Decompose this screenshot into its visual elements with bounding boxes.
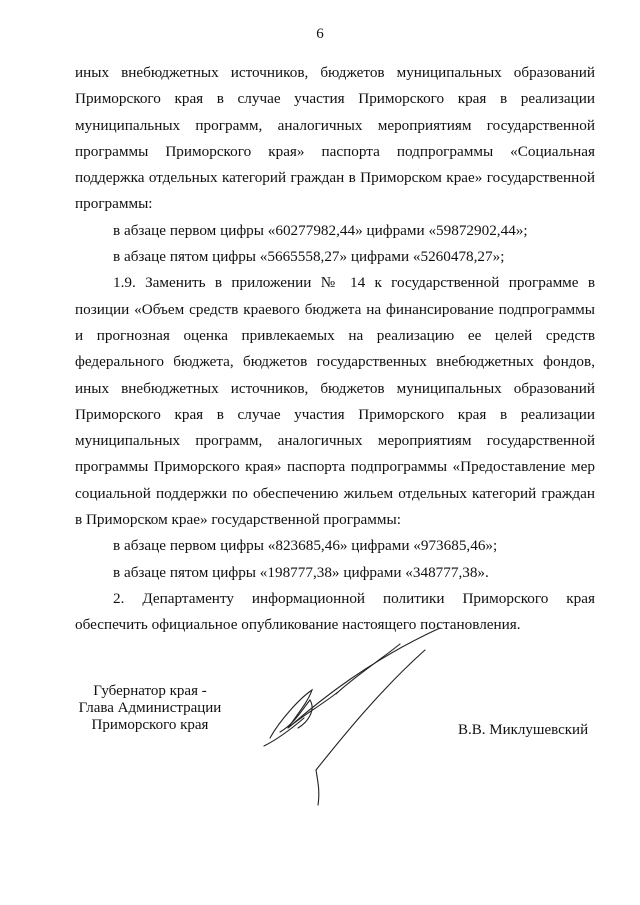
paragraph-continuation: иных внебюджетных источников, бюджетов муниципальных образований Приморского края в случае участия Приморского края в реализации муниципальных программ, аналогичных мероприятиям государственной программы Приморского края» паспорта подпрограммы «Социальная поддержка отдельных категорий граждан в Приморском крае» государственной программы: — [75, 64, 595, 213]
handwritten-signature — [250, 620, 450, 810]
signatory-name: В.В. Миклушевский — [458, 722, 589, 738]
page-number: 6 — [316, 26, 324, 42]
paragraph-amendment-fifth: в абзаце пятом цифры «5665558,27» цифрами «5260478,27»; — [113, 248, 505, 266]
paragraph-item-1-9: 1.9. Заменить в приложении № 14 к государственной программе в позиции «Объем средств краевого бюджета на финансирование подпрограммы и прогнозная оценка привлекаемых на реализацию ее целей средств федерального бюджета, бюджетов государственных внебюджетных фондов, иных внебюджетных источников, бюджетов муниципальных образований Приморского края в случае участия Приморского края в реализации муниципальных программ, аналогичных мероприятиям государственной программы Приморского края» паспорта подпрограммы «Предоставление мер социальной поддержки по обеспечению жильем отдельных категорий граждан в Приморском крае» государственной программы: — [75, 274, 595, 529]
paragraph-amendment-first-2: в абзаце первом цифры «823685,46» цифрами «973685,46»; — [113, 537, 498, 555]
paragraph-item-2: 2. Департаменту информационной политики Приморского края обеспечить официальное опубликование настоящего постановления. — [75, 589, 595, 634]
signatory-title-line: Глава Администрации — [78, 700, 222, 716]
document-body — [75, 60, 595, 639]
signatory-title-line: Губернатор края - — [93, 683, 207, 699]
signatory-title-line: Приморского края — [91, 717, 209, 733]
signatory-title — [70, 683, 230, 734]
paragraph-amendment-fifth-2: в абзаце пятом цифры «198777,38» цифрами «348777,38». — [113, 563, 489, 581]
paragraph-amendment-first: в абзаце первом цифры «60277982,44» цифрами «59872902,44»; — [113, 221, 528, 239]
